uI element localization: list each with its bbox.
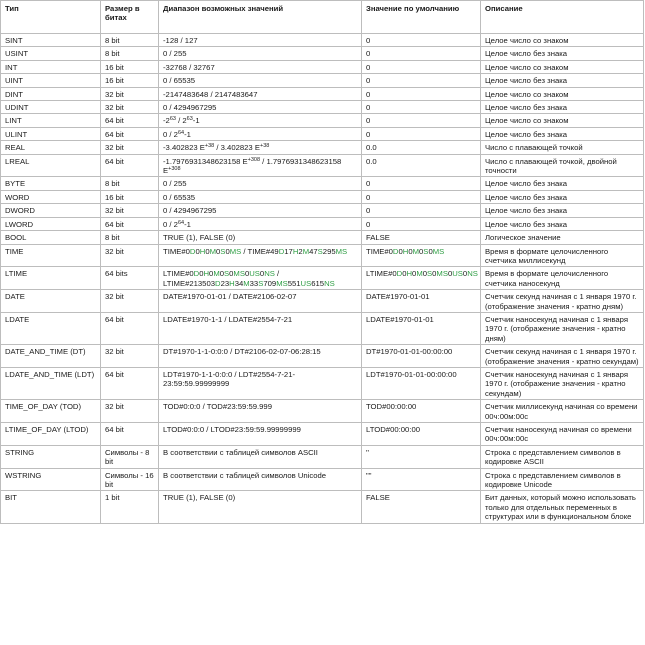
table-row <box>1 400 644 423</box>
table-row <box>1 141 644 154</box>
cell-size: Символы - 16 bit <box>101 468 159 491</box>
cell-type: LTIME <box>1 267 101 290</box>
cell-default: LDT#1970-01-01-00:00:00 <box>362 367 481 399</box>
table-row <box>1 101 644 114</box>
unit-highlight: US <box>249 269 260 279</box>
cell-type: TIME <box>1 244 101 267</box>
text-part: 0 <box>408 246 413 256</box>
text-part: TRUE (1), FALSE (0) <box>163 233 236 243</box>
cell-type: UDINT <box>1 101 101 114</box>
text-part: LTOD#0:0:0 / LTOD#23:59:59.99999999 <box>163 425 301 434</box>
cell-size: 64 bit <box>101 217 159 230</box>
text-part: В соответствии с таблицей символов ASCII <box>163 447 318 457</box>
unit-highlight: M <box>213 269 220 279</box>
cell-range <box>159 445 362 468</box>
cell-description: Время в формате целочисленного счетчика наносекунд <box>481 267 644 290</box>
cell-size: 64 bit <box>101 154 159 177</box>
exponent: 64 <box>177 219 185 226</box>
text-part: 17 <box>284 246 293 256</box>
text-part: 0 / 65535 <box>163 192 196 202</box>
text-part: LDATE#1970-1-1 / LDATE#2554-7-21 <box>163 314 293 324</box>
header-size: Размер в битах <box>101 1 159 34</box>
text-part: 0 <box>462 269 468 279</box>
unit-highlight: D <box>215 278 221 288</box>
cell-type: BOOL <box>1 231 101 244</box>
cell-default: 0 <box>362 34 481 47</box>
cell-size: 64 bit <box>101 114 159 127</box>
exponent: 64 <box>177 129 185 136</box>
text-part: 0 <box>229 269 234 279</box>
cell-range <box>159 154 362 177</box>
cell-description: Целое число без знака <box>481 74 644 87</box>
text-part: 47 <box>309 246 318 256</box>
header-range: Диапазон возможных значений <box>159 1 362 34</box>
cell-type: DATE_AND_TIME (DT) <box>1 345 101 368</box>
cell-default: 0 <box>362 190 481 203</box>
cell-description: Целое число со знаком <box>481 60 644 73</box>
text-part: 0 <box>398 246 403 256</box>
cell-description: Целое число без знака <box>481 177 644 190</box>
text-part: 0 <box>199 269 204 279</box>
table-row <box>1 74 644 87</box>
cell-range <box>159 491 362 523</box>
exponent: +38 <box>259 143 270 150</box>
text-part: 0 <box>216 246 221 256</box>
table-row <box>1 190 644 203</box>
cell-description: Счетчик наносекунд начиная со времени 00ч:00м:00с <box>481 423 644 446</box>
unit-highlight: MS <box>436 269 448 279</box>
cell-size: 16 bit <box>101 74 159 87</box>
cell-range <box>159 423 362 446</box>
table-row <box>1 177 644 190</box>
table-header-row <box>1 1 644 34</box>
cell-type: LTIME_OF_DAY (LTOD) <box>1 423 101 446</box>
cell-type: USINT <box>1 47 101 60</box>
cell-description: Время в формате целочисленного счетчика миллисекунд <box>481 244 644 267</box>
cell-range <box>159 47 362 60</box>
unit-highlight: MS <box>335 246 348 256</box>
cell-description: Счетчик наносекунд начиная с 1 января 1970 г. (отображение значения - кратно секундам) <box>481 367 644 399</box>
text-part: 23 <box>220 278 230 288</box>
cell-type: LDATE <box>1 312 101 344</box>
text-part: TRUE (1), FALSE (0) <box>163 493 236 503</box>
text-part: 0 / 4294967295 <box>163 103 217 113</box>
unit-highlight: D <box>189 246 196 256</box>
text-part: LDT#1970-1-1-0:0:0 / LDT#2554-7-21-23:59:59.99999999 <box>163 369 296 389</box>
text-part: TIME#0 <box>366 246 393 256</box>
text-part: 0 / 2 <box>163 129 178 139</box>
cell-default: TOD#00:00:00 <box>362 400 481 423</box>
cell-default: 0 <box>362 47 481 60</box>
text-part: 33 <box>249 278 259 288</box>
cell-default: 0 <box>362 87 481 100</box>
unit-highlight: H <box>406 269 413 279</box>
cell-range <box>159 87 362 100</box>
cell-size: 32 bit <box>101 244 159 267</box>
cell-size: 32 bit <box>101 141 159 154</box>
cell-range <box>159 367 362 399</box>
unit-highlight: NS <box>264 269 275 279</box>
cell-size: 8 bit <box>101 47 159 60</box>
cell-default: LDATE#1970-01-01 <box>362 312 481 344</box>
cell-default: 0.0 <box>362 141 481 154</box>
header-default: Значение по умолчанию <box>362 1 481 34</box>
text-part: -2 <box>163 116 170 126</box>
cell-default: 0.0 <box>362 154 481 177</box>
cell-size: 8 bit <box>101 231 159 244</box>
text-part: -32768 / 32767 <box>163 62 215 72</box>
unit-highlight: H <box>199 246 206 256</box>
unit-highlight: M <box>243 278 250 288</box>
cell-size: 64 bit <box>101 367 159 399</box>
cell-default: 0 <box>362 177 481 190</box>
cell-default: DATE#1970-01-01 <box>362 290 481 313</box>
cell-default: 0 <box>362 74 481 87</box>
cell-default: 0 <box>362 101 481 114</box>
text-part: 0 <box>205 246 210 256</box>
table-row <box>1 87 644 100</box>
cell-type: BIT <box>1 491 101 523</box>
cell-description: Строка с представлением символов в кодировке Unicode <box>481 468 644 491</box>
text-part: -2147483648 / 2147483647 <box>163 89 258 99</box>
cell-type: REAL <box>1 141 101 154</box>
text-part: -1 <box>184 129 191 139</box>
cell-size: 32 bit <box>101 290 159 313</box>
cell-range <box>159 400 362 423</box>
unit-highlight: M <box>302 246 310 256</box>
exponent: 63 <box>169 116 176 123</box>
table-row <box>1 312 644 344</box>
table-row <box>1 468 644 491</box>
text-part: 615 <box>311 278 325 288</box>
cell-type: STRING <box>1 445 101 468</box>
cell-size: 8 bit <box>101 177 159 190</box>
cell-size: 8 bit <box>101 34 159 47</box>
cell-type: LREAL <box>1 154 101 177</box>
unit-highlight: M <box>412 246 420 256</box>
text-part: 0 <box>195 246 200 256</box>
cell-type: INT <box>1 60 101 73</box>
table-row <box>1 367 644 399</box>
cell-size: 32 bit <box>101 87 159 100</box>
cell-type: DINT <box>1 87 101 100</box>
unit-highlight: S <box>423 246 429 256</box>
text-part: LTIME#0 <box>366 269 397 279</box>
cell-description: Число с плавающей точкой <box>481 141 644 154</box>
unit-highlight: S <box>317 246 323 256</box>
cell-description: Целое число со знаком <box>481 87 644 100</box>
unit-highlight: H <box>292 246 299 256</box>
text-part: / 1.7976931348623158 E <box>163 156 342 176</box>
unit-highlight: NS <box>467 269 478 279</box>
cell-description: Целое число со знаком <box>481 114 644 127</box>
header-type: Тип <box>1 1 101 34</box>
table-row <box>1 231 644 244</box>
unit-highlight: D <box>392 246 399 256</box>
exponent: 63 <box>186 116 193 123</box>
cell-size: 32 bit <box>101 204 159 217</box>
cell-size: 64 bits <box>101 267 159 290</box>
table-row <box>1 114 644 127</box>
text-part: 0 <box>402 269 407 279</box>
cell-size: 1 bit <box>101 491 159 523</box>
cell-default: 0 <box>362 60 481 73</box>
unit-highlight: D <box>278 246 285 256</box>
text-part: 0 <box>219 269 224 279</box>
exponent: +308 <box>168 166 181 173</box>
unit-highlight: M <box>209 246 217 256</box>
text-part: 0 / 255 <box>163 179 187 189</box>
text-part: 0 <box>244 269 250 279</box>
cell-description: Логическое значение <box>481 231 644 244</box>
table-row <box>1 34 644 47</box>
cell-default: FALSE <box>362 491 481 523</box>
table-row <box>1 267 644 290</box>
table-row <box>1 60 644 73</box>
text-part: 295 <box>322 246 336 256</box>
unit-highlight: US <box>300 278 312 288</box>
table-body <box>1 34 644 524</box>
unit-highlight: S <box>220 246 226 256</box>
unit-highlight: S <box>224 269 230 279</box>
text-part: 0 <box>259 269 265 279</box>
cell-range <box>159 312 362 344</box>
table-row <box>1 204 644 217</box>
cell-description: Целое число без знака <box>481 217 644 230</box>
cell-description: Целое число без знака <box>481 190 644 203</box>
text-part: -128 / 127 <box>163 36 198 45</box>
text-part: 34 <box>234 278 244 288</box>
text-part: / 3.402823 E <box>214 143 260 153</box>
cell-range <box>159 60 362 73</box>
text-part: / 2 <box>175 116 187 126</box>
cell-type: LDATE_AND_TIME (LDT) <box>1 367 101 399</box>
unit-highlight: M <box>416 269 423 279</box>
cell-range <box>159 177 362 190</box>
table-row <box>1 47 644 60</box>
exponent: +308 <box>247 156 261 163</box>
cell-default: 0 <box>362 127 481 140</box>
unit-highlight: US <box>452 269 463 279</box>
unit-highlight: H <box>229 278 235 288</box>
unit-highlight: S <box>258 278 264 288</box>
cell-type: WORD <box>1 190 101 203</box>
cell-description: Целое число без знака <box>481 47 644 60</box>
cell-range <box>159 217 362 230</box>
text-part: 0 <box>428 246 433 256</box>
cell-range <box>159 127 362 140</box>
cell-range <box>159 290 362 313</box>
cell-type: WSTRING <box>1 468 101 491</box>
cell-default <box>362 267 481 290</box>
cell-default: 0 <box>362 204 481 217</box>
cell-default: FALSE <box>362 231 481 244</box>
table-row <box>1 217 644 230</box>
text-part: 0 / 65535 <box>163 76 196 86</box>
cell-size: 16 bit <box>101 60 159 73</box>
cell-range <box>159 345 362 368</box>
cell-range <box>159 244 362 267</box>
cell-description: Целое число без знака <box>481 204 644 217</box>
text-part: / TIME#49 <box>241 246 279 256</box>
cell-range <box>159 74 362 87</box>
cell-description: Целое число без знака <box>481 101 644 114</box>
cell-default: 0 <box>362 114 481 127</box>
cell-range <box>159 34 362 47</box>
table-row <box>1 127 644 140</box>
text-part: 709 <box>263 278 277 288</box>
cell-type: TIME_OF_DAY (TOD) <box>1 400 101 423</box>
cell-range <box>159 204 362 217</box>
unit-highlight: D <box>396 269 403 279</box>
cell-size: 32 bit <box>101 400 159 423</box>
text-part: 0 / 255 <box>163 49 187 59</box>
table-row <box>1 290 644 313</box>
text-part: -1 <box>184 219 191 229</box>
cell-range <box>159 141 362 154</box>
text-part: -3.402823 E <box>163 143 205 153</box>
cell-default: '' <box>362 445 481 468</box>
text-part: -1 <box>192 116 200 126</box>
table-row <box>1 244 644 267</box>
text-part: В соответствии с таблицей символов Unicode <box>163 470 327 480</box>
text-part: TOD#0:0:0 / TOD#23:59:59.999 <box>163 402 272 412</box>
text-part: 0 <box>447 269 453 279</box>
unit-highlight: MS <box>276 278 288 288</box>
cell-type: ULINT <box>1 127 101 140</box>
unit-highlight: MS <box>432 246 445 256</box>
cell-range <box>159 231 362 244</box>
text-part: 0 / 2 <box>163 219 178 229</box>
cell-default <box>362 244 481 267</box>
unit-highlight: MS <box>229 246 242 256</box>
table-row <box>1 154 644 177</box>
cell-size: 32 bit <box>101 345 159 368</box>
table-row <box>1 445 644 468</box>
text-part: 0 <box>419 246 424 256</box>
cell-description: Целое число со знаком <box>481 34 644 47</box>
cell-size: 64 bit <box>101 127 159 140</box>
table-row <box>1 423 644 446</box>
cell-type: UINT <box>1 74 101 87</box>
cell-description: Счетчик секунд начиная с 1 января 1970 г. (отображение значения - кратно секундам) <box>481 345 644 368</box>
text-part: TIME#0 <box>163 246 190 256</box>
cell-size: 64 bit <box>101 423 159 446</box>
text-part: -1.7976931348623158 E <box>163 156 248 166</box>
text-part: 0 <box>412 269 417 279</box>
cell-description: Счетчик наносекунд начиная с 1 января 1970 г. (отображение значения - кратно дням) <box>481 312 644 344</box>
cell-default: 0 <box>362 217 481 230</box>
table-row <box>1 491 644 523</box>
text-part: 2 <box>298 246 303 256</box>
cell-size: 64 bit <box>101 312 159 344</box>
text-part: 551 <box>287 278 301 288</box>
cell-size: Символы - 8 bit <box>101 445 159 468</box>
cell-range <box>159 190 362 203</box>
cell-type: LWORD <box>1 217 101 230</box>
cell-range <box>159 468 362 491</box>
cell-description: Счетчик миллисекунд начиная со времени 00ч:00м:00с <box>481 400 644 423</box>
cell-description: Бит данных, который можно использовать только для отдельных переменных в структурах или в функциональном блоке <box>481 491 644 523</box>
cell-type: LINT <box>1 114 101 127</box>
cell-range <box>159 267 362 290</box>
cell-type: DATE <box>1 290 101 313</box>
cell-type: BYTE <box>1 177 101 190</box>
unit-highlight: MS <box>233 269 245 279</box>
cell-type: SINT <box>1 34 101 47</box>
text-part: DATE#1970-01-01 / DATE#2106-02-07 <box>163 292 297 302</box>
text-part: 0 <box>209 269 214 279</box>
text-part: LTIME#0 <box>163 269 194 279</box>
unit-highlight: S <box>427 269 433 279</box>
unit-highlight: H <box>402 246 409 256</box>
table-row <box>1 345 644 368</box>
cell-description: Счетчик секунд начиная с 1 января 1970 г. (отображение значения - кратно дням) <box>481 290 644 313</box>
cell-range <box>159 114 362 127</box>
unit-highlight: H <box>203 269 210 279</box>
cell-default: LTOD#00:00:00 <box>362 423 481 446</box>
text-part: 0 <box>432 269 437 279</box>
unit-highlight: NS <box>324 278 335 288</box>
text-part: DT#1970-1-1-0:0:0 / DT#2106-02-07-06:28:15 <box>163 347 321 357</box>
cell-default: DT#1970-01-01-00:00:00 <box>362 345 481 368</box>
text-part: 0 <box>225 246 230 256</box>
cell-size: 32 bit <box>101 101 159 114</box>
text-part: 0 <box>422 269 427 279</box>
cell-range <box>159 101 362 114</box>
cell-description: Строка с представлением символов в кодировке ASCII <box>481 445 644 468</box>
header-description: Описание <box>481 1 644 34</box>
cell-type: DWORD <box>1 204 101 217</box>
text-part: / LTIME#213503 <box>163 269 280 288</box>
unit-highlight: D <box>193 269 200 279</box>
cell-default: "" <box>362 468 481 491</box>
cell-description: Целое число без знака <box>481 127 644 140</box>
cell-description: Число с плавающей точкой, двойной точности <box>481 154 644 177</box>
cell-size: 16 bit <box>101 190 159 203</box>
text-part: 0 / 4294967295 <box>163 206 217 216</box>
exponent: +38 <box>204 143 215 150</box>
